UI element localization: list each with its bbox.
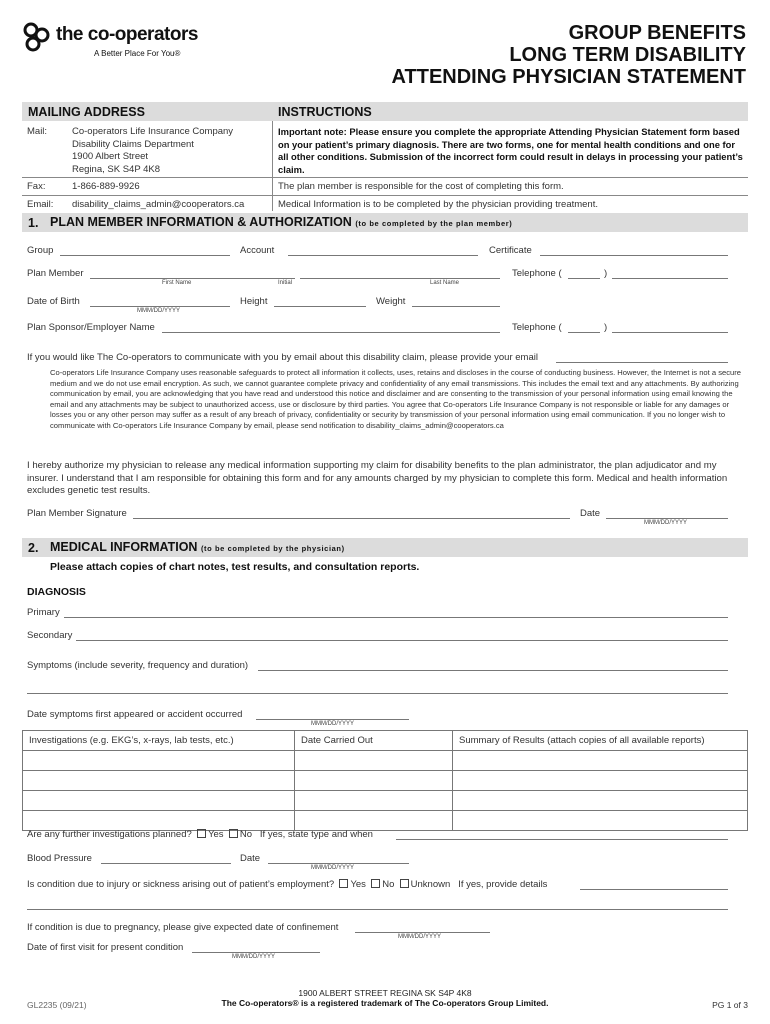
weight-label: Weight bbox=[376, 296, 406, 307]
mailing-address-heading: MAILING ADDRESS bbox=[28, 105, 145, 119]
dob-label: Date of Birth bbox=[27, 296, 80, 307]
mail-address bbox=[72, 126, 233, 176]
first-visit-field[interactable] bbox=[192, 943, 320, 953]
table-row bbox=[23, 811, 748, 831]
email-disclaimer: Co-operators Life Insurance Company uses reasonable safeguards to protect all information it collects, uses, retains and discloses in the course of conducting business. However, the Internet is not a secure medium and we do not use email encryption. As such, we cannot guarantee complete privacy and confidentiality of any email transmissions. This includes the email text and any attachments. By authorizing communication by email, you are acknowledging that you have read and understood this notice and disclaimer and are consenting to the transmission of your personal information using email knowing the email and any attachments may be subject to unauthorized access, use or disclosure by third parties. You agree that Co-operators Life Insurance Company is not responsible or liable for any damages or losses you or any other person may suffer as a result of any breach of privacy, confidentiality or security by transmission of your personal information using email communication. If you no longer wish to communicate with Co-operators Life Insurance Company by email, please send notification to disability_claims_admin@cooperators.ca bbox=[50, 368, 741, 430]
if-yes-details-label: If yes, provide details bbox=[458, 879, 548, 890]
pregnancy-label: If condition is due to pregnancy, please give expected date of confinement bbox=[27, 922, 339, 933]
signature-field[interactable] bbox=[133, 509, 570, 519]
section-2-title bbox=[50, 540, 345, 554]
divider bbox=[22, 195, 272, 196]
fax-value: 1-866-889-9926 bbox=[72, 181, 140, 192]
email-prompt: If you would like The Co-operators to communicate with you by email about this disability claim, please provide your email bbox=[27, 352, 538, 363]
table-cell[interactable] bbox=[453, 771, 748, 791]
page-number: PG 1 of 3 bbox=[712, 1000, 748, 1010]
signature-date-field[interactable] bbox=[606, 509, 728, 519]
injury-unknown-label: Unknown bbox=[410, 879, 451, 890]
certificate-label: Certificate bbox=[489, 245, 532, 256]
further-no-checkbox[interactable] bbox=[229, 829, 238, 838]
injury-question: Is condition due to injury or sickness arising out of patient’s employment? bbox=[27, 879, 335, 890]
medical-note: Medical Information is to be completed by the physician providing treatment. bbox=[278, 199, 598, 210]
injury-yes-checkbox[interactable] bbox=[339, 879, 348, 888]
table-cell[interactable] bbox=[23, 811, 295, 831]
blood-pressure-label: Blood Pressure bbox=[27, 853, 92, 864]
sponsor-telephone-label: Telephone ( bbox=[512, 322, 562, 333]
title-line-3: ATTENDING PHYSICIAN STATEMENT bbox=[391, 66, 746, 88]
signature-label: Plan Member Signature bbox=[27, 508, 127, 519]
footer-address: 1900 ALBERT STREET REGINA SK S4P 4K8 bbox=[298, 988, 472, 998]
injury-no-label: No bbox=[382, 879, 395, 890]
table-cell[interactable] bbox=[295, 751, 453, 771]
primary-diagnosis-field[interactable] bbox=[64, 608, 728, 618]
telephone-field[interactable] bbox=[612, 269, 728, 279]
mail-label: Mail: bbox=[27, 126, 48, 137]
footer-trademark: The Co-operators® is a registered trademark of The Co-operators Group Limited. bbox=[221, 998, 549, 1008]
certificate-field[interactable] bbox=[540, 246, 728, 256]
date-symptoms-label: Date symptoms first appeared or accident occurred bbox=[27, 709, 243, 720]
mailing-instructions-bar bbox=[22, 102, 748, 121]
logo-tagline: A Better Place For You® bbox=[94, 49, 181, 58]
further-no-label: No bbox=[239, 829, 252, 840]
table-cell[interactable] bbox=[295, 791, 453, 811]
pregnancy-date-field[interactable] bbox=[355, 923, 490, 933]
divider bbox=[22, 177, 272, 178]
attach-note: Please attach copies of chart notes, test results, and consultation reports. bbox=[50, 561, 420, 573]
secondary-label: Secondary bbox=[27, 630, 73, 641]
section-2-title-text: MEDICAL INFORMATION bbox=[50, 540, 198, 554]
email-label: Email: bbox=[27, 199, 54, 210]
primary-label: Primary bbox=[27, 607, 60, 618]
col-investigations: Investigations (e.g. EKG’s, x-rays, lab tests, etc.) bbox=[23, 731, 295, 751]
pregnancy-date-hint: MMM/DD/YYYY bbox=[398, 934, 442, 940]
important-note: Important note: Please ensure you complete the appropriate Attending Physician Statement form based on your patient’s primary diagnosis. There are two forms, one for mental health conditions and one for all other conditions. Submission of the incorrect form could result in delays in processing your patient’s claim. bbox=[278, 126, 743, 175]
injury-no-checkbox[interactable] bbox=[371, 879, 380, 888]
mail-line: 1900 Albert Street bbox=[72, 151, 149, 162]
section-1-number: 1. bbox=[28, 216, 39, 230]
area-code-field[interactable] bbox=[568, 269, 600, 279]
table-cell[interactable] bbox=[453, 791, 748, 811]
mail-line: Regina, SK S4P 4K8 bbox=[72, 163, 161, 175]
first-name-field[interactable] bbox=[90, 269, 295, 279]
height-label: Height bbox=[240, 296, 268, 307]
logo-text: the co-operators bbox=[56, 24, 198, 45]
initial-hint: Initial bbox=[278, 280, 293, 286]
table-cell[interactable] bbox=[295, 771, 453, 791]
mail-line: Disability Claims Department bbox=[72, 138, 194, 150]
section-1-bar bbox=[22, 213, 748, 232]
last-name-hint: Last Name bbox=[430, 280, 460, 286]
column-divider bbox=[272, 121, 273, 211]
table-cell[interactable] bbox=[23, 751, 295, 771]
section-1-title-text: PLAN MEMBER INFORMATION & AUTHORIZATION bbox=[50, 215, 352, 229]
cooperators-logo bbox=[22, 22, 202, 62]
divider bbox=[272, 195, 748, 196]
email-value[interactable]: disability_claims_admin@cooperators.ca bbox=[72, 199, 245, 210]
further-investigations-label: Are any further investigations planned? bbox=[27, 829, 192, 840]
height-field[interactable] bbox=[274, 297, 366, 307]
paren-close: ) bbox=[604, 268, 608, 279]
date-symptoms-field[interactable] bbox=[256, 710, 409, 720]
further-yes-checkbox[interactable] bbox=[197, 829, 206, 838]
section-2-bar bbox=[22, 538, 748, 557]
bp-date-field[interactable] bbox=[268, 854, 409, 864]
table-row bbox=[23, 771, 748, 791]
member-email-field[interactable] bbox=[556, 353, 728, 363]
signature-date-label: Date bbox=[580, 508, 601, 519]
first-visit-hint: MMM/DD/YYYY bbox=[232, 954, 276, 960]
secondary-diagnosis-field[interactable] bbox=[76, 631, 728, 641]
symptoms-field[interactable] bbox=[258, 661, 728, 671]
form-code: GL2235 (09/21) bbox=[27, 1000, 87, 1010]
section-2-subtitle: (to be completed by the physician) bbox=[200, 544, 345, 553]
col-summary-results: Summary of Results (attach copies of all available reports) bbox=[453, 731, 748, 751]
divider bbox=[272, 177, 748, 178]
bp-date-label: Date bbox=[240, 853, 261, 864]
table-cell[interactable] bbox=[23, 791, 295, 811]
group-field[interactable] bbox=[60, 246, 230, 256]
investigations-table bbox=[22, 730, 748, 831]
mail-line: Co-operators Life Insurance Company bbox=[72, 126, 234, 137]
injury-unknown-checkbox[interactable] bbox=[400, 879, 409, 888]
first-name-hint: First Name bbox=[162, 280, 192, 286]
cooperators-logo-icon bbox=[22, 22, 54, 56]
symptoms-label: Symptoms (include severity, frequency and duration) bbox=[27, 660, 249, 671]
injury-yes-label: Yes bbox=[350, 879, 366, 890]
paren-close: ) bbox=[604, 322, 608, 333]
dob-hint: MMM/DD/YYYY bbox=[137, 308, 181, 314]
further-yes-label: Yes bbox=[208, 829, 224, 840]
table-cell[interactable] bbox=[295, 811, 453, 831]
footer-center bbox=[185, 988, 585, 1008]
section-1-subtitle: (to be completed by the plan member) bbox=[355, 219, 513, 228]
symptoms-field-2[interactable] bbox=[27, 684, 728, 694]
col-date-carried-out: Date Carried Out bbox=[295, 731, 453, 751]
further-investigations-field[interactable] bbox=[396, 830, 728, 840]
sponsor-label: Plan Sponsor/Employer Name bbox=[27, 322, 155, 333]
diagnosis-heading: DIAGNOSIS bbox=[27, 586, 86, 598]
signature-date-hint: MMM/DD/YYYY bbox=[644, 520, 688, 526]
cost-note: The plan member is responsible for the cost of completing this form. bbox=[278, 181, 564, 192]
plan-member-label: Plan Member bbox=[27, 268, 84, 279]
section-2-number: 2. bbox=[28, 541, 39, 555]
table-cell[interactable] bbox=[23, 771, 295, 791]
account-field[interactable] bbox=[288, 246, 478, 256]
sponsor-area-code-field[interactable] bbox=[568, 323, 600, 333]
last-name-field[interactable] bbox=[304, 269, 500, 279]
injury-row bbox=[27, 879, 547, 890]
fax-label: Fax: bbox=[27, 181, 46, 192]
form-title bbox=[392, 22, 746, 88]
authorization-text: I hereby authorize my physician to release any medical information supporting my claim for disability benefits to the plan administrator, the plan adjudicator and my insurer. I understand that I am responsible for obtaining this form and for any amounts charged by my physician to complete this form. Medical and health information excludes genetic test results. bbox=[27, 460, 728, 496]
injury-details-field[interactable] bbox=[580, 880, 728, 890]
weight-field[interactable] bbox=[412, 297, 500, 307]
table-cell[interactable] bbox=[453, 811, 748, 831]
table-row bbox=[23, 751, 748, 771]
table-cell[interactable] bbox=[453, 751, 748, 771]
group-label: Group bbox=[27, 245, 54, 256]
first-visit-label: Date of first visit for present condition bbox=[27, 942, 184, 953]
section-1-title bbox=[50, 215, 512, 229]
date-symptoms-hint: MMM/DD/YYYY bbox=[311, 721, 355, 727]
bp-date-hint: MMM/DD/YYYY bbox=[311, 865, 355, 871]
table-header-row bbox=[23, 731, 748, 751]
sponsor-telephone-field[interactable] bbox=[612, 323, 728, 333]
sponsor-field[interactable] bbox=[162, 323, 500, 333]
injury-details-field-2[interactable] bbox=[27, 900, 728, 910]
further-investigations-row bbox=[27, 829, 373, 840]
account-label: Account bbox=[240, 245, 275, 256]
blood-pressure-field[interactable] bbox=[101, 854, 231, 864]
instructions-heading: INSTRUCTIONS bbox=[278, 105, 372, 119]
title-line-1: GROUP BENEFITS bbox=[568, 22, 746, 44]
if-yes-state-label: If yes, state type and when bbox=[259, 829, 373, 840]
title-line-2: LONG TERM DISABILITY bbox=[509, 44, 746, 66]
telephone-label: Telephone ( bbox=[512, 268, 562, 279]
table-row bbox=[23, 791, 748, 811]
dob-field[interactable] bbox=[90, 297, 230, 307]
